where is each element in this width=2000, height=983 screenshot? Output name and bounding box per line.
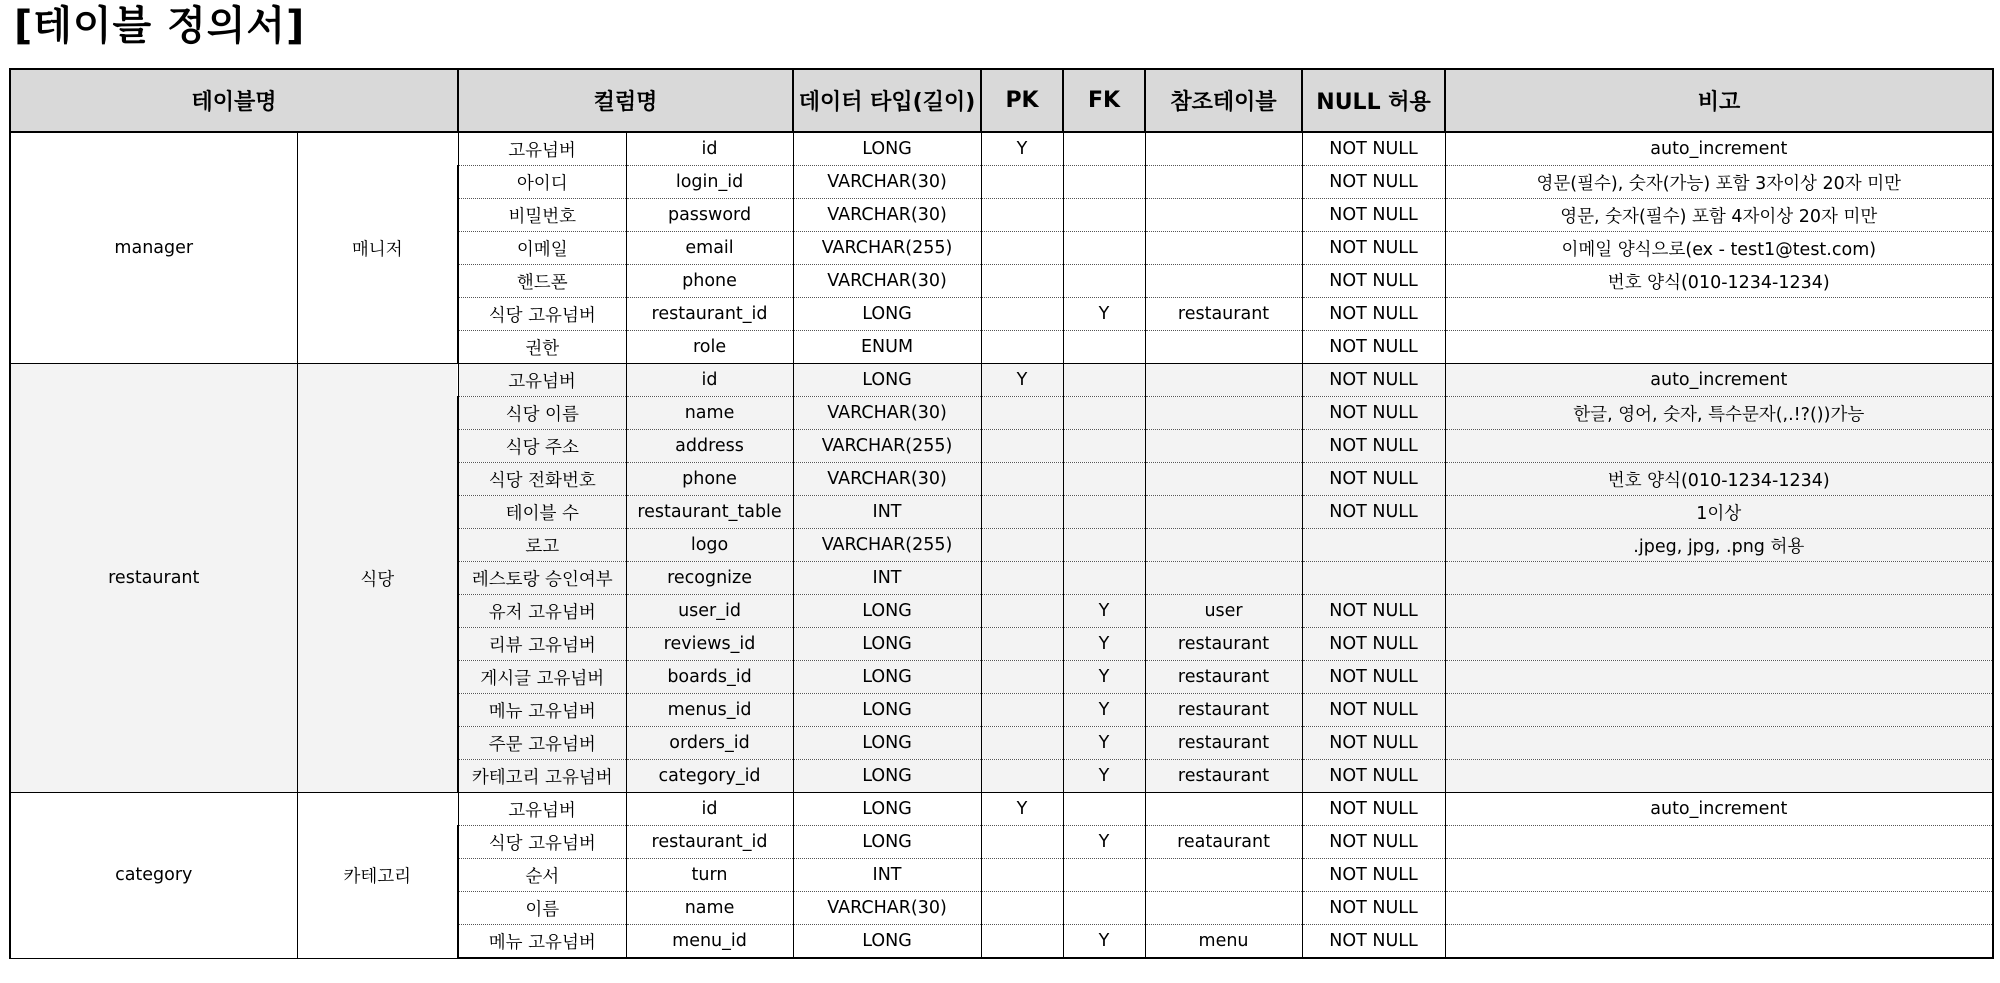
null-allowed-cell: NOT NULL: [1302, 331, 1445, 364]
data-type-cell: LONG: [793, 826, 981, 859]
data-type-cell: LONG: [793, 628, 981, 661]
ref-table-cell: menu: [1145, 925, 1302, 959]
ref-table-cell: restaurant: [1145, 694, 1302, 727]
fk-flag-cell: [1063, 132, 1145, 166]
ref-table-cell: [1145, 529, 1302, 562]
fk-flag-cell: [1063, 397, 1145, 430]
ref-table-cell: [1145, 232, 1302, 265]
column-name-cell: category_id: [626, 760, 793, 793]
note-cell: 1이상: [1445, 496, 1993, 529]
column-korean-name-cell: 메뉴 고유넘버: [458, 694, 626, 727]
ref-table-cell: [1145, 132, 1302, 166]
note-cell: [1445, 562, 1993, 595]
data-type-cell: LONG: [793, 793, 981, 826]
pk-flag-cell: [981, 166, 1063, 199]
column-korean-name-cell: 주문 고유넘버: [458, 727, 626, 760]
column-korean-name-cell: 식당 고유넘버: [458, 298, 626, 331]
pk-flag-cell: [981, 826, 1063, 859]
column-korean-name-cell: 메뉴 고유넘버: [458, 925, 626, 959]
null-allowed-cell: [1302, 529, 1445, 562]
note-cell: [1445, 859, 1993, 892]
fk-flag-cell: Y: [1063, 661, 1145, 694]
null-allowed-cell: NOT NULL: [1302, 199, 1445, 232]
data-type-cell: LONG: [793, 760, 981, 793]
table-row: [10, 793, 1993, 826]
null-allowed-cell: NOT NULL: [1302, 826, 1445, 859]
fk-flag-cell: [1063, 859, 1145, 892]
column-name-cell: user_id: [626, 595, 793, 628]
pk-flag-cell: [981, 397, 1063, 430]
note-cell: [1445, 760, 1993, 793]
fk-flag-cell: [1063, 463, 1145, 496]
column-name-cell: phone: [626, 265, 793, 298]
null-allowed-cell: NOT NULL: [1302, 793, 1445, 826]
note-cell: auto_increment: [1445, 364, 1993, 397]
pk-flag-cell: [981, 595, 1063, 628]
fk-flag-cell: [1063, 331, 1145, 364]
data-type-cell: VARCHAR(30): [793, 166, 981, 199]
table-group-manager: [10, 132, 1993, 364]
table-label-cell: 카테고리: [297, 793, 458, 959]
header-fk: FK: [1063, 69, 1145, 132]
table-row: [10, 132, 1993, 166]
column-korean-name-cell: 이름: [458, 892, 626, 925]
header-note: 비고: [1445, 69, 1993, 132]
note-cell: 번호 양식(010-1234-1234): [1445, 265, 1993, 298]
data-type-cell: LONG: [793, 364, 981, 397]
ref-table-cell: reataurant: [1145, 826, 1302, 859]
null-allowed-cell: NOT NULL: [1302, 628, 1445, 661]
table-row: [10, 364, 1993, 397]
column-korean-name-cell: 테이블 수: [458, 496, 626, 529]
pk-flag-cell: [981, 265, 1063, 298]
note-cell: [1445, 892, 1993, 925]
fk-flag-cell: Y: [1063, 298, 1145, 331]
column-korean-name-cell: 고유넘버: [458, 364, 626, 397]
pk-flag-cell: Y: [981, 132, 1063, 166]
column-name-cell: recognize: [626, 562, 793, 595]
column-korean-name-cell: 고유넘버: [458, 132, 626, 166]
fk-flag-cell: Y: [1063, 694, 1145, 727]
ref-table-cell: [1145, 331, 1302, 364]
pk-flag-cell: [981, 892, 1063, 925]
note-cell: [1445, 727, 1993, 760]
note-cell: [1445, 661, 1993, 694]
data-type-cell: ENUM: [793, 331, 981, 364]
data-type-cell: VARCHAR(255): [793, 529, 981, 562]
header-column-name: 컬럼명: [458, 69, 793, 132]
null-allowed-cell: NOT NULL: [1302, 694, 1445, 727]
data-type-cell: VARCHAR(30): [793, 397, 981, 430]
fk-flag-cell: Y: [1063, 628, 1145, 661]
column-korean-name-cell: 핸드폰: [458, 265, 626, 298]
table-label-cell: 매니저: [297, 132, 458, 364]
fk-flag-cell: [1063, 529, 1145, 562]
null-allowed-cell: NOT NULL: [1302, 430, 1445, 463]
header-data-type: 데이터 타입(길이): [793, 69, 981, 132]
column-korean-name-cell: 레스토랑 승인여부: [458, 562, 626, 595]
pk-flag-cell: [981, 925, 1063, 959]
column-korean-name-cell: 식당 이름: [458, 397, 626, 430]
header-ref-table: 참조테이블: [1145, 69, 1302, 132]
null-allowed-cell: NOT NULL: [1302, 298, 1445, 331]
note-cell: [1445, 925, 1993, 959]
column-korean-name-cell: 식당 주소: [458, 430, 626, 463]
data-type-cell: LONG: [793, 661, 981, 694]
column-name-cell: email: [626, 232, 793, 265]
column-name-cell: address: [626, 430, 793, 463]
column-name-cell: restaurant_id: [626, 826, 793, 859]
note-cell: .jpeg, jpg, .png 허용: [1445, 529, 1993, 562]
column-name-cell: id: [626, 132, 793, 166]
ref-table-cell: [1145, 562, 1302, 595]
column-name-cell: id: [626, 793, 793, 826]
ref-table-cell: [1145, 199, 1302, 232]
column-name-cell: logo: [626, 529, 793, 562]
pk-flag-cell: [981, 760, 1063, 793]
header-pk: PK: [981, 69, 1063, 132]
pk-flag-cell: [981, 331, 1063, 364]
header-nullable: NULL 허용: [1302, 69, 1445, 132]
pk-flag-cell: Y: [981, 793, 1063, 826]
column-korean-name-cell: 순서: [458, 859, 626, 892]
note-cell: [1445, 694, 1993, 727]
fk-flag-cell: [1063, 892, 1145, 925]
note-cell: [1445, 430, 1993, 463]
column-korean-name-cell: 로고: [458, 529, 626, 562]
pk-flag-cell: [981, 727, 1063, 760]
column-korean-name-cell: 비밀번호: [458, 199, 626, 232]
null-allowed-cell: NOT NULL: [1302, 595, 1445, 628]
data-type-cell: LONG: [793, 298, 981, 331]
note-cell: 한글, 영어, 숫자, 특수문자(,.!?())가능: [1445, 397, 1993, 430]
fk-flag-cell: [1063, 199, 1145, 232]
table-name-cell: manager: [10, 132, 297, 364]
note-cell: [1445, 826, 1993, 859]
fk-flag-cell: [1063, 364, 1145, 397]
data-type-cell: VARCHAR(30): [793, 463, 981, 496]
note-cell: 영문(필수), 숫자(가능) 포함 3자이상 20자 미만: [1445, 166, 1993, 199]
null-allowed-cell: NOT NULL: [1302, 166, 1445, 199]
pk-flag-cell: [981, 463, 1063, 496]
ref-table-cell: restaurant: [1145, 760, 1302, 793]
pk-flag-cell: [981, 298, 1063, 331]
column-name-cell: restaurant_table: [626, 496, 793, 529]
header-table-name: 테이블명: [10, 69, 458, 132]
null-allowed-cell: NOT NULL: [1302, 397, 1445, 430]
data-type-cell: INT: [793, 496, 981, 529]
note-cell: auto_increment: [1445, 793, 1993, 826]
null-allowed-cell: NOT NULL: [1302, 925, 1445, 959]
column-korean-name-cell: 유저 고유넘버: [458, 595, 626, 628]
data-type-cell: VARCHAR(255): [793, 232, 981, 265]
ref-table-cell: [1145, 793, 1302, 826]
pk-flag-cell: [981, 430, 1063, 463]
note-cell: 번호 양식(010-1234-1234): [1445, 463, 1993, 496]
table-name-cell: category: [10, 793, 297, 959]
note-cell: [1445, 628, 1993, 661]
column-korean-name-cell: 고유넘버: [458, 793, 626, 826]
pk-flag-cell: [981, 859, 1063, 892]
data-type-cell: LONG: [793, 132, 981, 166]
column-korean-name-cell: 식당 전화번호: [458, 463, 626, 496]
pk-flag-cell: [981, 661, 1063, 694]
note-cell: [1445, 595, 1993, 628]
table-group-category: [10, 793, 1993, 959]
data-type-cell: INT: [793, 562, 981, 595]
page-title: [테이블 정의서]: [14, 3, 306, 49]
table-definition-sheet: [9, 68, 1994, 959]
pk-flag-cell: [981, 529, 1063, 562]
column-korean-name-cell: 이메일: [458, 232, 626, 265]
column-name-cell: role: [626, 331, 793, 364]
fk-flag-cell: Y: [1063, 727, 1145, 760]
ref-table-cell: [1145, 265, 1302, 298]
null-allowed-cell: NOT NULL: [1302, 496, 1445, 529]
note-cell: [1445, 298, 1993, 331]
column-name-cell: turn: [626, 859, 793, 892]
note-cell: 영문, 숫자(필수) 포함 4자이상 20자 미만: [1445, 199, 1993, 232]
column-korean-name-cell: 리뷰 고유넘버: [458, 628, 626, 661]
ref-table-cell: user: [1145, 595, 1302, 628]
data-type-cell: LONG: [793, 694, 981, 727]
pk-flag-cell: [981, 496, 1063, 529]
data-type-cell: VARCHAR(30): [793, 199, 981, 232]
null-allowed-cell: NOT NULL: [1302, 463, 1445, 496]
table-group-restaurant: [10, 364, 1993, 793]
data-type-cell: VARCHAR(255): [793, 430, 981, 463]
data-type-cell: LONG: [793, 727, 981, 760]
data-type-cell: VARCHAR(30): [793, 265, 981, 298]
column-name-cell: reviews_id: [626, 628, 793, 661]
null-allowed-cell: NOT NULL: [1302, 760, 1445, 793]
column-name-cell: name: [626, 892, 793, 925]
ref-table-cell: [1145, 397, 1302, 430]
pk-flag-cell: [981, 232, 1063, 265]
null-allowed-cell: NOT NULL: [1302, 859, 1445, 892]
ref-table-cell: [1145, 892, 1302, 925]
fk-flag-cell: [1063, 265, 1145, 298]
null-allowed-cell: [1302, 562, 1445, 595]
column-korean-name-cell: 아이디: [458, 166, 626, 199]
fk-flag-cell: Y: [1063, 595, 1145, 628]
null-allowed-cell: NOT NULL: [1302, 364, 1445, 397]
null-allowed-cell: NOT NULL: [1302, 265, 1445, 298]
ref-table-cell: [1145, 166, 1302, 199]
column-name-cell: password: [626, 199, 793, 232]
null-allowed-cell: NOT NULL: [1302, 232, 1445, 265]
ref-table-cell: [1145, 463, 1302, 496]
null-allowed-cell: NOT NULL: [1302, 892, 1445, 925]
column-korean-name-cell: 게시글 고유넘버: [458, 661, 626, 694]
note-cell: 이메일 양식으로(ex - test1@test.com): [1445, 232, 1993, 265]
note-cell: [1445, 331, 1993, 364]
pk-flag-cell: [981, 628, 1063, 661]
ref-table-cell: [1145, 430, 1302, 463]
ref-table-cell: restaurant: [1145, 661, 1302, 694]
data-type-cell: LONG: [793, 925, 981, 959]
pk-flag-cell: [981, 694, 1063, 727]
note-cell: auto_increment: [1445, 132, 1993, 166]
ref-table-cell: [1145, 496, 1302, 529]
column-name-cell: id: [626, 364, 793, 397]
data-type-cell: LONG: [793, 595, 981, 628]
column-korean-name-cell: 권한: [458, 331, 626, 364]
column-name-cell: login_id: [626, 166, 793, 199]
column-korean-name-cell: 식당 고유넘버: [458, 826, 626, 859]
null-allowed-cell: NOT NULL: [1302, 727, 1445, 760]
column-name-cell: name: [626, 397, 793, 430]
ref-table-cell: restaurant: [1145, 727, 1302, 760]
fk-flag-cell: [1063, 430, 1145, 463]
table-name-cell: restaurant: [10, 364, 297, 793]
fk-flag-cell: Y: [1063, 925, 1145, 959]
null-allowed-cell: NOT NULL: [1302, 661, 1445, 694]
fk-flag-cell: [1063, 496, 1145, 529]
pk-flag-cell: [981, 562, 1063, 595]
header-row: [10, 69, 1993, 132]
column-name-cell: orders_id: [626, 727, 793, 760]
ref-table-cell: [1145, 859, 1302, 892]
table-label-cell: 식당: [297, 364, 458, 793]
ref-table-cell: restaurant: [1145, 298, 1302, 331]
column-name-cell: menu_id: [626, 925, 793, 959]
column-name-cell: restaurant_id: [626, 298, 793, 331]
data-type-cell: VARCHAR(30): [793, 892, 981, 925]
column-name-cell: phone: [626, 463, 793, 496]
column-korean-name-cell: 카테고리 고유넘버: [458, 760, 626, 793]
fk-flag-cell: [1063, 562, 1145, 595]
fk-flag-cell: [1063, 166, 1145, 199]
pk-flag-cell: Y: [981, 364, 1063, 397]
fk-flag-cell: Y: [1063, 760, 1145, 793]
fk-flag-cell: Y: [1063, 826, 1145, 859]
pk-flag-cell: [981, 199, 1063, 232]
fk-flag-cell: [1063, 232, 1145, 265]
column-name-cell: menus_id: [626, 694, 793, 727]
ref-table-cell: restaurant: [1145, 628, 1302, 661]
data-type-cell: INT: [793, 859, 981, 892]
column-name-cell: boards_id: [626, 661, 793, 694]
fk-flag-cell: [1063, 793, 1145, 826]
ref-table-cell: [1145, 364, 1302, 397]
null-allowed-cell: NOT NULL: [1302, 132, 1445, 166]
